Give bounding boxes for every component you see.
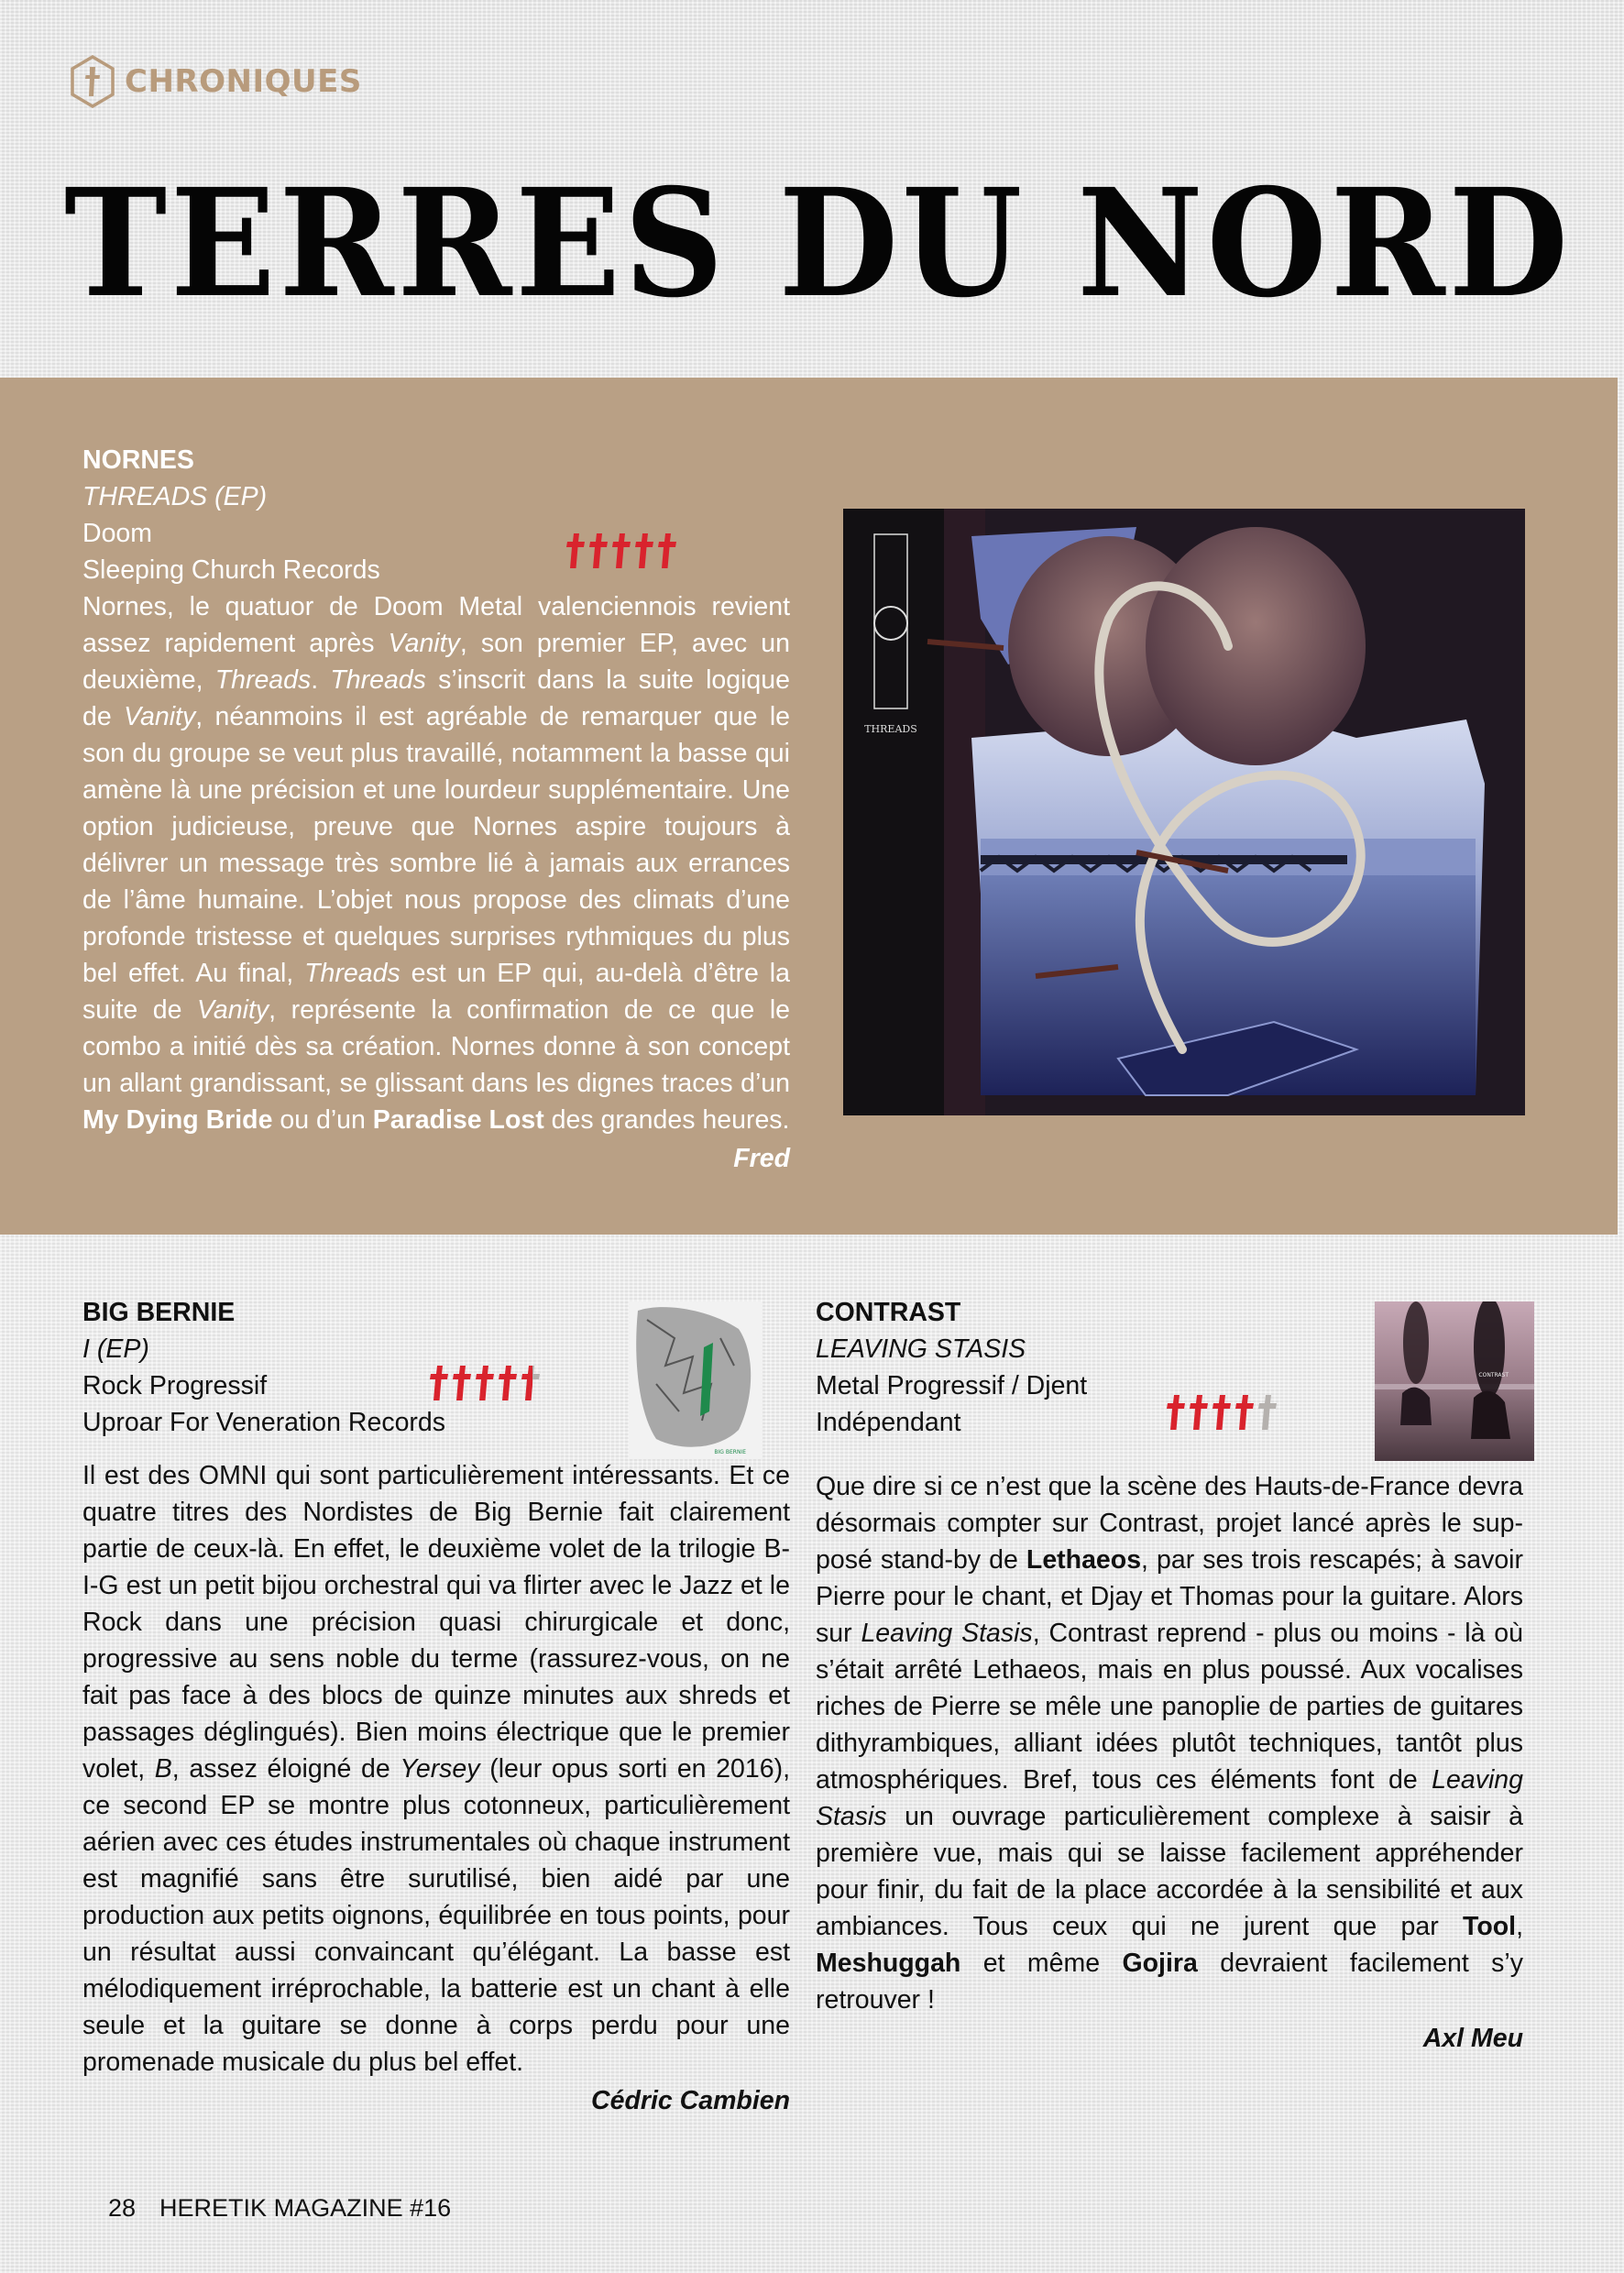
page-footer [108, 2194, 451, 2223]
rating-4.5-of-5 [429, 1366, 541, 1400]
svg-text:BIG BERNIE: BIG BERNIE [714, 1449, 746, 1455]
review-body: Il est des OMNI qui sont particulièrement intéressants. Et ce quatre titres des Nordistes de Big Bernie fait clairement partie de ceux-là. En effet, le deuxième volet de la trilogie B-I-G est un petit bijou orchestral qui va flirter avec le Jazz et le Rock dans une précision quasi chirurgicale et donc, progressive au sens noble du terme (rassurez-vous, on ne fait pas face à des blocs de quinze minutes aux shreds et passages déglingués). Bien moins électrique que le premier volet, B, assez éloigné de Yersey (leur opus sorti en 2016), ce second EP se montre plus cotonneux, particulièrement aérien avec ces études instrumentales où chaque instrument est magnifié sans être surutilisé, bien aidé par une production aux petits oignons, équilibrée en tous points, pour un résultat aussi convaincant qu’élégant. La basse est mélodiquement irréprochable, la batterie est un chant à elle seule et la guitare se donne à corps perdu pour une promenade musicale du plus bel effet. [82, 1461, 790, 2077]
review-author: Axl Meu [1422, 2024, 1523, 2053]
album-cover-artwork [843, 509, 1525, 1115]
page-title: TERRES DU NORD [64, 157, 1572, 331]
cross-icon [452, 1366, 472, 1400]
cross-icon [657, 533, 677, 568]
half-cross-icon [521, 1366, 541, 1400]
review-author: Cédric Cambien [591, 2086, 790, 2115]
genre: Doom [82, 519, 153, 548]
cross-icon [588, 533, 609, 568]
page-number: 28 [108, 2194, 137, 2222]
cross-icon [1234, 1395, 1255, 1430]
rating-4-of-5 [1166, 1395, 1278, 1430]
cross-icon [611, 533, 631, 568]
review-body: Nornes, le quatuor de Doom Metal valenciennois revient assez rapidement après Vanity, son premier EP, avec un deuxième, Threads. Threads s’inscrit dans la suite logique de Vanity, néanmoins il est agréable de remarquer que le son du groupe se veut plus travaillé, notamment la basse qui amène là une précision et une lourdeur supplémentaire. Une option judicieuse, preuve que Nornes aspire toujours à délivrer un message très sombre lié à jamais aux errances de l’âme humaine. L’objet nous propose des climats d’une profonde tristesse et quelques surprises rythmiques du plus bel effet. Au final, Threads est un EP qui, au-delà d’être la suite de Vanity, représente la confirmation de ce que le combo a initié dès sa création. Nornes donne à son concept un allant grandissant, se glissant dans les dignes traces d’un My Dying Bride ou d’un Paradise Lost des grandes heures. [82, 592, 791, 1135]
cross-icon [1166, 1395, 1186, 1430]
publication-name: HERETIK MAGAZINE #16 [159, 2194, 452, 2222]
album-title: I (EP) [82, 1334, 149, 1364]
band-name: CONTRAST [816, 1298, 961, 1327]
review-author: Fred [733, 1144, 790, 1173]
cross-icon [498, 1366, 518, 1400]
cross-icon [1212, 1395, 1232, 1430]
record-label: Indépendant [816, 1408, 961, 1437]
album-cover-threads [843, 509, 1525, 1115]
album-title: LEAVING STASIS [816, 1334, 1026, 1364]
album-cover-artwork [629, 1301, 763, 1459]
featured-review-text [82, 442, 790, 1177]
svg-text:THREADS: THREADS [864, 723, 917, 735]
record-label: Uproar For Veneration Records [82, 1408, 446, 1437]
band-name: NORNES [82, 445, 194, 475]
band-name: BIG BERNIE [82, 1298, 236, 1327]
cross-icon [429, 1366, 449, 1400]
hexagon-cross-icon [70, 55, 115, 108]
album-cover-big-bernie [629, 1301, 763, 1459]
empty-cross-icon [1257, 1395, 1278, 1430]
section-label: CHRONIQUES [125, 63, 362, 100]
cross-icon [475, 1366, 495, 1400]
album-cover-artwork [1375, 1301, 1534, 1461]
genre: Rock Progressif [82, 1371, 268, 1400]
album-title: THREADS (EP) [82, 482, 268, 511]
cross-icon [1189, 1395, 1209, 1430]
svg-text:CONTRAST: CONTRAST [1478, 1372, 1509, 1378]
rating-5-of-5 [565, 533, 677, 568]
section-header [70, 55, 362, 108]
album-cover-contrast [1375, 1301, 1534, 1461]
genre: Metal Progressif / Djent [816, 1371, 1088, 1400]
record-label: Sleeping Church Records [82, 555, 380, 585]
cross-icon [634, 533, 654, 568]
cross-icon [565, 533, 586, 568]
review-body: Que dire si ce n’est que la scène des Hauts-de-France devra désormais compter sur Contrast, projet lancé après le supposé stand-by de Lethaeos, par ses trois rescapés; à savoir Pierre pour le chant, et Djay et Thomas pour la guitare. Alors sur Leaving Stasis, Contrast reprend - plus ou moins - là où s’était arrêté Lethaeos, mais en plus poussé. Aux vocalises riches de Pierre se mêle une panoplie de parties de guitares dithyrambiques, alliant idées plutôt techniques, tantôt plus atmosphériques. Bref, tous ces éléments font de Leaving Stasis un ouvrage particulièrement complexe à saisir à première vue, mais qui se laisse facilement appréhender pour finir, du fait de la place accordée à la sensibilité et aux ambiances. Tous ceux qui ne jurent que par Tool, Meshuggah et même Gojira devraient facilement s’y retrouver ! [816, 1472, 1523, 2015]
featured-review [0, 378, 1618, 1235]
